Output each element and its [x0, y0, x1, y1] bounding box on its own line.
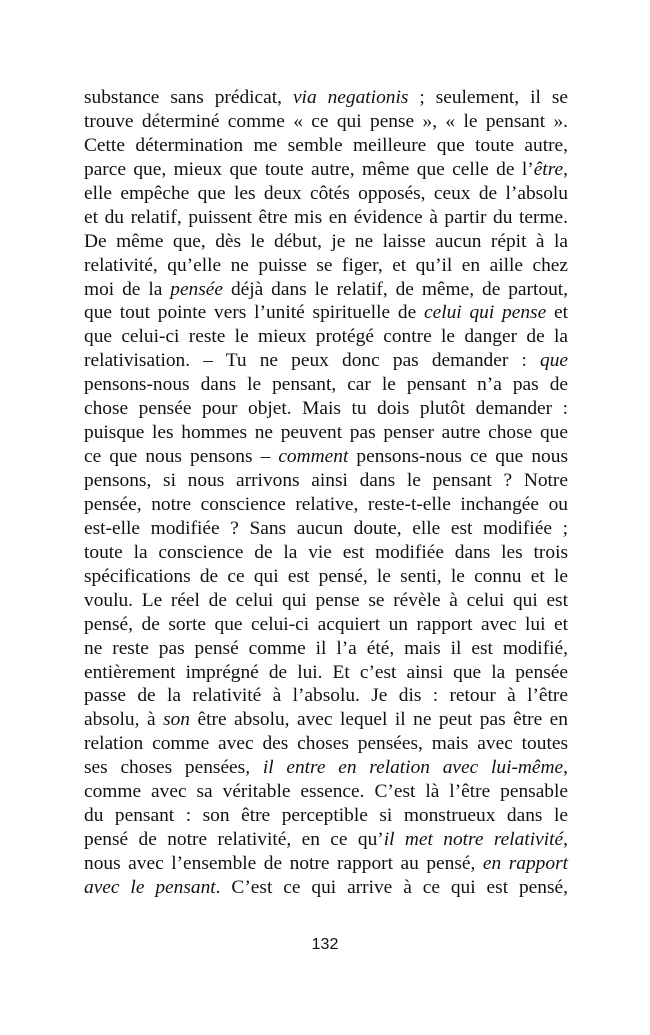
text-run: et [546, 302, 568, 324]
italic-text-run: il entre en relation avec lui-même [262, 757, 564, 779]
text-line [84, 110, 568, 134]
text-run: pensée, notre conscience relative, reste-t-elle inchangée ou [84, 493, 568, 515]
text-run: De même que, dès le début, je ne laisse aucun répit à la [84, 230, 568, 252]
text-run: . C’est ce qui arrive à ce qui est pensé, [215, 876, 568, 898]
text-line [84, 876, 568, 900]
text-run: être absolu, avec lequel il ne peut pas être en [190, 709, 568, 731]
text-line [84, 780, 568, 804]
text-line [84, 373, 568, 397]
text-run: pensé, de sorte que celui-ci acquiert un rapport avec lui et [84, 613, 568, 635]
italic-text-run: comment [278, 446, 349, 468]
text-line [84, 684, 568, 708]
text-run: trouve déterminé comme « ce qui pense », « le pensant ». [84, 110, 568, 132]
italic-text-run: il met notre relativité [383, 829, 564, 851]
text-line [84, 349, 568, 373]
text-line [84, 301, 568, 325]
italic-text-run: avec le pensant [84, 876, 216, 898]
text-line [84, 278, 568, 302]
text-line [84, 541, 568, 565]
text-line [84, 565, 568, 589]
text-run: pensé de notre relativité, en ce qu’ [84, 829, 384, 851]
text-run: pensons-nous ce que nous [348, 446, 568, 468]
text-run: puisque les hommes ne peuvent pas penser autre chose que [84, 422, 568, 444]
italic-text-run: son [163, 709, 190, 731]
text-line [84, 852, 568, 876]
text-run: Cette détermination me semble meilleure que toute autre, [84, 134, 568, 156]
text-line [84, 756, 568, 780]
text-run: ses choses pensées, [84, 757, 263, 779]
text-run: elle empêche que les deux côtés opposés, ceux de l’absolu [84, 182, 568, 204]
text-line [84, 445, 568, 469]
text-run: voulu. Le réel de celui qui pense se révèle à celui qui est [84, 589, 568, 611]
text-run: comme avec sa véritable essence. C’est là l’être pensable [84, 781, 568, 803]
text-line [84, 469, 568, 493]
text-line [84, 397, 568, 421]
text-line [84, 254, 568, 278]
text-run: spécifications de ce qui est pensé, le senti, le connu et le [84, 565, 568, 587]
italic-text-run: être [533, 158, 564, 180]
text-run: passe de la relativité à l’absolu. Je dis : retour à l’être [84, 685, 568, 707]
text-run: , [563, 158, 568, 180]
text-line [84, 828, 568, 852]
italic-text-run: via negationis [292, 87, 409, 108]
text-line [84, 206, 568, 230]
text-run: moi de la [84, 278, 171, 300]
text-run: que tout pointe vers l’unité spirituelle de [84, 302, 424, 324]
text-line [84, 637, 568, 661]
text-line [84, 86, 568, 110]
page-text-block [84, 86, 568, 900]
text-line [84, 158, 568, 182]
italic-text-run: que [540, 350, 568, 372]
text-run: relativité, qu’elle ne puisse se figer, et qu’il en aille chez [84, 254, 568, 276]
text-line [84, 804, 568, 828]
text-line [84, 661, 568, 685]
text-run: et du relatif, puissent être mis en évidence à partir du terme. [84, 206, 568, 228]
text-line [84, 493, 568, 517]
text-run: nous avec l’ensemble de notre rapport au pensé, [84, 853, 483, 874]
text-run: , [563, 757, 568, 779]
text-run: relation comme avec des choses pensées, mais avec toutes [84, 733, 568, 755]
text-line [84, 589, 568, 613]
italic-text-run: pensée [170, 278, 224, 300]
text-run: , [563, 829, 568, 851]
text-line [84, 613, 568, 637]
text-run: toute la conscience de la vie est modifiée dans les trois [84, 541, 568, 563]
text-run: pensons-nous dans le pensant, car le pensant n’a pas de [84, 374, 568, 396]
text-line [84, 230, 568, 254]
text-run: ce que nous pensons – [84, 446, 279, 468]
text-run: parce que, mieux que toute autre, même que celle de l’ [84, 158, 534, 180]
text-run: que celui-ci reste le mieux protégé contre le danger de la [84, 326, 568, 348]
text-run: chose pensée pour objet. Mais tu dois plutôt demander : [84, 398, 568, 420]
text-line [84, 325, 568, 349]
text-run: est-elle modifiée ? Sans aucun doute, elle est modifiée ; [84, 517, 568, 539]
text-run: substance sans prédicat, [84, 87, 293, 108]
text-line [84, 182, 568, 206]
text-run: absolu, à [84, 709, 164, 731]
text-run: ne reste pas pensé comme il l’a été, mais il est modifié, [84, 637, 568, 659]
text-line [84, 134, 568, 158]
italic-text-run: en rapport [482, 853, 568, 874]
text-run: relativisation. – Tu ne peux donc pas demander : [84, 350, 540, 372]
italic-text-run: celui qui pense [423, 302, 547, 324]
text-line [84, 732, 568, 756]
text-line [84, 421, 568, 445]
text-run: déjà dans le relatif, de même, de partout, [223, 278, 568, 300]
text-run: pensons, si nous arrivons ainsi dans le pensant ? Notre [84, 470, 568, 491]
page-number: 132 [311, 936, 339, 953]
text-line [84, 517, 568, 541]
text-run: du pensant : son être perceptible si monstrueux dans le [84, 805, 568, 827]
text-line [84, 708, 568, 732]
text-run: ; seulement, il se [408, 87, 568, 108]
text-run: entièrement imprégné de lui. Et c’est ainsi que la pensée [84, 661, 568, 683]
